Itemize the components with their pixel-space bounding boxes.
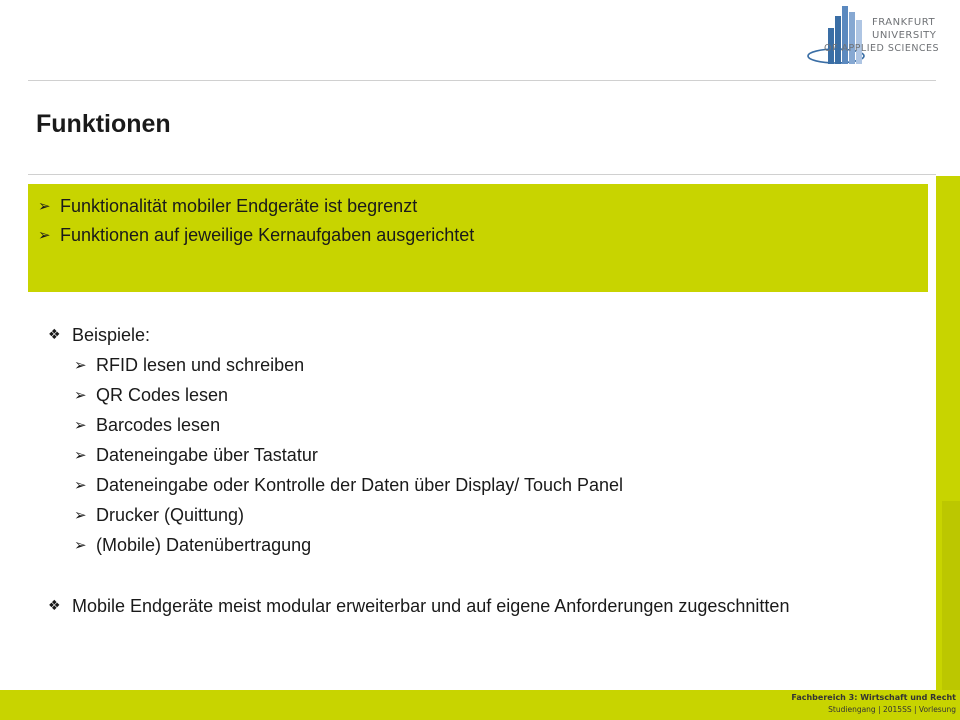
example-item-text: Barcodes lesen: [96, 415, 221, 435]
highlight-item: [38, 192, 928, 221]
examples-heading: [48, 320, 928, 350]
footer: [791, 692, 956, 716]
example-item: [48, 380, 928, 410]
highlight-item-text: Funktionen auf jeweilige Kernaufgaben ausgerichtet: [60, 225, 475, 245]
spacer: [48, 560, 928, 591]
arrow-bullet-icon: ➢: [74, 356, 87, 374]
arrow-bullet-icon: ➢: [74, 536, 87, 554]
logo-mark-icon: [806, 2, 870, 76]
footer-course: Studiengang | 2015SS | Vorlesung: [828, 705, 956, 714]
example-item: [48, 350, 928, 380]
title-divider: [28, 174, 936, 175]
example-item-text: Dateneingabe oder Kontrolle der Daten über Display/ Touch Panel: [96, 475, 624, 495]
university-logo: [806, 2, 946, 76]
footer-department: Fachbereich 3: Wirtschaft und Recht: [791, 693, 956, 702]
arrow-bullet-icon: ➢: [74, 506, 87, 524]
diamond-bullet-icon: ❖: [48, 327, 61, 343]
examples-label: Beispiele:: [72, 325, 151, 345]
example-item-text: QR Codes lesen: [96, 385, 229, 405]
arrow-bullet-icon: ➢: [38, 226, 51, 244]
example-item-text: Dateneingabe über Tastatur: [96, 445, 318, 465]
arrow-bullet-icon: ➢: [38, 197, 51, 215]
arrow-bullet-icon: ➢: [74, 416, 87, 434]
logo-text-line2: UNIVERSITY: [872, 30, 937, 41]
example-item: [48, 410, 928, 440]
example-item: [48, 530, 928, 560]
slide-content: [48, 320, 928, 621]
top-divider: [28, 80, 936, 81]
arrow-bullet-icon: ➢: [74, 446, 87, 464]
logo-text-line3: OF APPLIED SCIENCES: [824, 43, 940, 54]
example-item-text: Drucker (Quittung): [96, 505, 245, 525]
diamond-bullet-icon: ❖: [48, 598, 61, 614]
footer-bar: [0, 690, 960, 720]
example-item: [48, 470, 928, 500]
example-item-text: RFID lesen und schreiben: [96, 355, 305, 375]
example-item: [48, 440, 928, 470]
logo-text-line1: FRANKFURT: [872, 17, 936, 28]
highlight-item-text: Funktionalität mobiler Endgeräte ist begrenzt: [60, 196, 418, 216]
example-item: [48, 500, 928, 530]
highlight-item: [38, 221, 928, 250]
closing-text: Mobile Endgeräte meist modular erweiterbar und auf eigene Anforderungen zugeschnitten: [72, 596, 790, 616]
right-accent-shade: [942, 501, 960, 690]
example-item-text: (Mobile) Datenübertragung: [96, 535, 312, 555]
arrow-bullet-icon: ➢: [74, 476, 87, 494]
page-title: Funktionen: [36, 110, 171, 138]
closing-statement: [48, 591, 928, 621]
right-accent-bar: [936, 176, 960, 690]
highlight-box: [28, 184, 928, 292]
arrow-bullet-icon: ➢: [74, 386, 87, 404]
